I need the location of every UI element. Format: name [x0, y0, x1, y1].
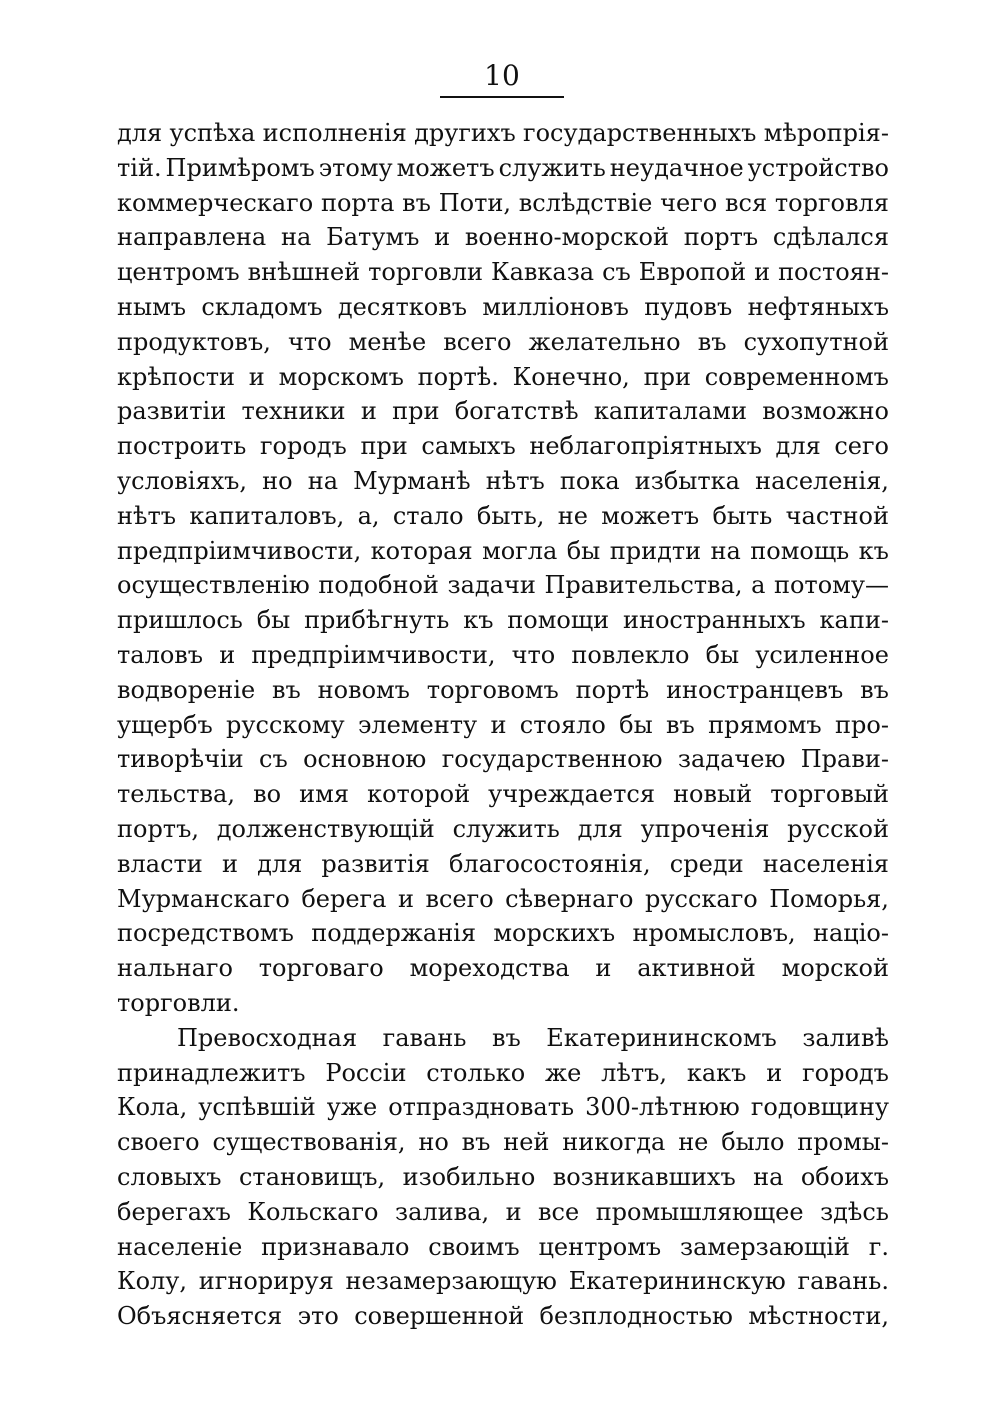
word: при	[392, 397, 440, 426]
word: стало	[392, 501, 464, 530]
word: богатствѣ	[454, 397, 579, 426]
word: портѣ.	[417, 362, 499, 391]
word: коммерческаго	[117, 188, 314, 217]
word: предпріимчивости,	[251, 640, 496, 669]
word: Екатерининскомъ	[546, 1023, 777, 1052]
word: а	[751, 571, 766, 600]
word: неудачное	[609, 153, 744, 182]
word: и	[360, 397, 377, 426]
word: для	[775, 432, 821, 461]
word: нѣтъ	[485, 466, 545, 495]
word: въ	[666, 710, 695, 739]
word: игнорируя	[198, 1267, 334, 1296]
word: капиталовъ,	[189, 501, 345, 530]
word: что	[287, 327, 332, 356]
text-line	[117, 151, 889, 186]
word: и	[219, 640, 236, 669]
word: и	[434, 223, 451, 252]
word: для	[577, 814, 623, 843]
word: гавань	[382, 1023, 467, 1052]
word: вся	[725, 188, 768, 217]
word: не	[557, 501, 588, 530]
word: Россіи	[325, 1058, 407, 1087]
word: незамерзающую	[345, 1267, 557, 1296]
word: мѣстности,	[748, 1302, 889, 1331]
paragraph-2	[117, 1021, 889, 1334]
word: Превосходная	[177, 1023, 358, 1052]
word: таловъ	[117, 640, 204, 669]
word: уже	[326, 1093, 378, 1122]
word: Примѣромъ	[165, 153, 315, 182]
word: сего	[834, 432, 889, 461]
word: было	[721, 1128, 785, 1157]
word: новомъ	[317, 675, 410, 704]
word: бы	[566, 536, 601, 565]
word: и	[221, 849, 238, 878]
word: учреждается	[488, 780, 655, 809]
word: и	[490, 710, 507, 739]
word: гавань.	[797, 1267, 889, 1296]
text-line	[117, 603, 889, 638]
word: Конечно,	[512, 362, 630, 391]
text-line	[117, 673, 889, 708]
word: лѣтъ,	[601, 1058, 668, 1087]
text-line	[117, 290, 889, 325]
word: заливѣ	[802, 1023, 889, 1052]
word: этому	[318, 153, 393, 182]
word: военно-морской	[464, 223, 669, 252]
word: избытка	[634, 466, 740, 495]
word: постоян-	[778, 258, 889, 287]
word: и	[248, 362, 265, 391]
text-line	[117, 882, 889, 917]
word: бы	[705, 640, 740, 669]
text-line	[117, 916, 889, 951]
text-line	[117, 1090, 889, 1125]
word: сухопутной	[743, 327, 889, 356]
word: бы	[256, 606, 291, 635]
word: замерзающій	[680, 1232, 850, 1261]
word: центромъ	[117, 258, 240, 287]
word: построить	[117, 432, 247, 461]
word: бы	[619, 710, 653, 739]
word: крѣпости	[117, 362, 235, 391]
text-line	[117, 534, 889, 569]
text-line	[117, 1160, 889, 1195]
text-line	[117, 1230, 889, 1265]
word: подобной	[318, 571, 439, 600]
word: все	[538, 1197, 580, 1226]
word: торговли	[368, 258, 484, 287]
word: успѣвшій	[198, 1093, 316, 1122]
word: прямомъ	[708, 710, 822, 739]
word: къ	[858, 536, 889, 565]
word: частной	[785, 501, 889, 530]
word: обоихъ	[800, 1162, 889, 1191]
word: складомъ	[201, 292, 323, 321]
word: другихъ	[414, 119, 516, 147]
word: возникавшихъ	[552, 1162, 736, 1191]
text-line	[117, 429, 889, 464]
word: Мурманѣ	[353, 466, 471, 495]
word: при	[360, 432, 408, 461]
word: нѣтъ	[117, 501, 177, 530]
word: усиленное	[755, 640, 889, 669]
word: Объясняется	[117, 1302, 283, 1331]
word: въ	[697, 327, 727, 356]
word: столько	[426, 1058, 526, 1087]
word: на	[753, 1162, 784, 1191]
word: осуществленію	[117, 571, 310, 600]
word: морскихъ	[493, 919, 616, 948]
word: устройство	[747, 153, 889, 182]
word: городъ	[802, 1058, 889, 1087]
word: Колу,	[117, 1267, 188, 1296]
word: задачею	[677, 745, 786, 774]
word: поддержанія	[311, 919, 476, 948]
word: помощи	[507, 606, 610, 635]
text-line	[117, 1195, 889, 1230]
word: городъ	[259, 432, 347, 461]
word: 300-лѣтнюю	[585, 1093, 740, 1122]
text-line	[117, 812, 889, 847]
word: торговаго	[258, 954, 384, 983]
text-line	[117, 325, 889, 360]
word: и	[595, 954, 612, 983]
word: развитіи	[117, 397, 227, 426]
word: внѣшней	[247, 258, 361, 287]
word: Кавказа	[491, 258, 595, 287]
word: русскаго	[645, 884, 758, 913]
word: торговля	[774, 188, 889, 217]
word: десятковъ	[337, 292, 467, 321]
word: успѣха	[169, 119, 256, 147]
word: съ	[602, 258, 631, 287]
word: направлена	[117, 223, 267, 252]
word: принадлежитъ	[117, 1058, 306, 1087]
word: портѣ	[575, 675, 650, 704]
text-line	[117, 1125, 889, 1160]
word: пришлось	[117, 606, 243, 635]
word: это	[297, 1302, 339, 1331]
word: Екатерининскую	[568, 1267, 786, 1296]
text-line	[117, 116, 889, 151]
word: портъ	[683, 223, 759, 252]
word: имя	[299, 780, 349, 809]
word: исполненія	[262, 119, 407, 147]
word: Правительства,	[544, 571, 743, 600]
word: долженствующій	[216, 814, 435, 843]
word: Поти,	[438, 188, 512, 217]
text-line	[117, 360, 889, 395]
text-line	[117, 568, 889, 603]
word: совершенной	[354, 1302, 525, 1331]
word: торговомъ	[426, 675, 559, 704]
word: здѣсь	[820, 1197, 889, 1226]
word: и	[754, 258, 771, 287]
word: а,	[357, 501, 380, 530]
word: отпраздновать	[388, 1093, 575, 1122]
word: капиталами	[593, 397, 747, 426]
word: быть	[712, 501, 773, 530]
word: нальнаго	[117, 954, 233, 983]
text-line	[117, 1264, 889, 1299]
word: въ	[271, 675, 301, 704]
text-line	[117, 777, 889, 812]
word: къ	[463, 606, 494, 635]
word: придти	[609, 536, 702, 565]
word: сдѣлался	[772, 223, 889, 252]
word: Европой	[638, 258, 747, 287]
word: словыхъ	[117, 1162, 222, 1191]
word: мѣропрія-	[763, 119, 889, 147]
word: неблагопріятныхъ	[529, 432, 762, 461]
word: признавало	[261, 1232, 410, 1261]
word: капи-	[819, 606, 889, 635]
word: въ	[461, 1128, 491, 1157]
word: никогда	[562, 1128, 666, 1157]
word: предпріимчивости,	[117, 536, 362, 565]
text-line	[117, 255, 889, 290]
word: пока	[559, 466, 620, 495]
word: водвореніе	[117, 675, 256, 704]
word: залива,	[394, 1197, 490, 1226]
body-text	[117, 116, 889, 1334]
word: Мурманскаго	[117, 884, 290, 913]
word: центромъ	[538, 1232, 662, 1261]
word: населеніе	[117, 1232, 243, 1261]
word: пудовъ	[644, 292, 733, 321]
word: про-	[835, 710, 889, 739]
word: населенія	[762, 849, 889, 878]
word: всего	[425, 884, 494, 913]
word: съ	[259, 745, 288, 774]
word: Батумъ	[326, 223, 420, 252]
word: безплодностью	[539, 1302, 733, 1331]
word: менѣе	[348, 327, 427, 356]
word: но	[262, 466, 293, 495]
word: не	[678, 1128, 709, 1157]
text-line	[117, 986, 889, 1021]
paragraph-1	[117, 116, 889, 1021]
text-line	[117, 220, 889, 255]
word: Кола,	[117, 1093, 188, 1122]
text-line	[117, 1056, 889, 1091]
word: же	[545, 1058, 582, 1087]
word: на	[307, 466, 339, 495]
word: государственныхъ	[523, 119, 757, 147]
word: нромысловъ,	[632, 919, 796, 948]
text-line	[117, 499, 889, 534]
word: нефтяныхъ	[747, 292, 889, 321]
word: Прави-	[800, 745, 889, 774]
word: повлекло	[571, 640, 690, 669]
word: развитія	[321, 849, 430, 878]
word: быть,	[476, 501, 545, 530]
word: помощь	[750, 536, 850, 565]
word: тій.	[117, 153, 162, 182]
word: существованія,	[212, 1128, 406, 1157]
word: и	[766, 1058, 783, 1087]
text-line	[117, 464, 889, 499]
word: промышляющее	[595, 1197, 804, 1226]
word: но	[418, 1128, 449, 1157]
word: при	[643, 362, 691, 391]
word: иностранныхъ	[622, 606, 806, 635]
word: основною	[303, 745, 427, 774]
word: русскому	[226, 710, 345, 739]
word: на	[281, 223, 312, 252]
word: г.	[868, 1232, 889, 1261]
word: изобильно	[402, 1162, 536, 1191]
word: населенія,	[755, 466, 889, 495]
word: портъ,	[117, 814, 199, 843]
word: годовщину	[750, 1093, 889, 1122]
word: прибѣгнуть	[304, 606, 450, 635]
word: самыхъ	[421, 432, 516, 461]
word: тиворѣчіи	[117, 745, 244, 774]
word: берегахъ	[117, 1197, 231, 1226]
word: вслѣдствіе	[518, 188, 653, 217]
word: для	[257, 849, 303, 878]
word: служить	[498, 153, 606, 182]
word: потому—	[773, 571, 889, 600]
word: промы-	[797, 1128, 889, 1157]
word: современномъ	[704, 362, 889, 391]
word: могла	[482, 536, 558, 565]
text-line	[117, 1299, 889, 1334]
word: берега	[301, 884, 387, 913]
word: которой	[367, 780, 471, 809]
word: сѣвернаго	[505, 884, 634, 913]
word: націо-	[812, 919, 889, 948]
word: новый	[673, 780, 753, 809]
text-line	[117, 742, 889, 777]
word: въ	[860, 675, 889, 704]
word: чего	[660, 188, 718, 217]
text-line	[117, 394, 889, 429]
word: техники	[241, 397, 346, 426]
text-line	[117, 638, 889, 673]
text-line	[117, 1021, 889, 1056]
word: въ	[402, 188, 431, 217]
word: и	[505, 1197, 522, 1226]
word: продуктовъ,	[117, 327, 271, 356]
word: Кольскаго	[247, 1197, 379, 1226]
word: во	[253, 780, 282, 809]
word: можетъ	[396, 153, 495, 182]
word: иностранцевъ	[666, 675, 844, 704]
word: среди	[669, 849, 744, 878]
page-number: 10	[484, 59, 520, 92]
word: можетъ	[601, 501, 700, 530]
word: посредствомъ	[117, 919, 294, 948]
word: власти	[117, 849, 203, 878]
word: милліоновъ	[482, 292, 629, 321]
word: для	[117, 119, 163, 147]
text-line	[117, 186, 889, 221]
word: своимъ	[428, 1232, 520, 1261]
word: какъ	[686, 1058, 747, 1087]
word: служить	[452, 814, 560, 843]
word: на	[710, 536, 741, 565]
word: ущербъ	[117, 710, 213, 739]
word: порта	[320, 188, 395, 217]
word: своего	[117, 1128, 200, 1157]
page-number-rule	[440, 96, 564, 98]
word: нымъ	[117, 292, 187, 321]
word: всего	[443, 327, 512, 356]
text-line	[117, 847, 889, 882]
word: мореходства	[409, 954, 570, 983]
word: тельства,	[117, 780, 235, 809]
word: возможно	[762, 397, 889, 426]
word: благосостоянія,	[448, 849, 651, 878]
word: торговый	[770, 780, 889, 809]
word: что	[511, 640, 556, 669]
word: которая	[370, 536, 473, 565]
word: активной	[637, 954, 756, 983]
word: упроченія	[640, 814, 770, 843]
word: въ	[491, 1023, 521, 1052]
word: задачи	[447, 571, 536, 600]
word: торговли.	[117, 988, 240, 1017]
word: и	[397, 884, 414, 913]
text-line	[117, 951, 889, 986]
word: ней	[503, 1128, 550, 1157]
word: элементу	[357, 710, 478, 739]
word: стояло	[519, 710, 606, 739]
word: Поморья,	[769, 884, 889, 913]
word: желательно	[528, 327, 681, 356]
word: русской	[787, 814, 889, 843]
word: становищъ,	[238, 1162, 386, 1191]
word: государственною	[441, 745, 663, 774]
text-line	[117, 708, 889, 743]
word: морскомъ	[278, 362, 404, 391]
word: морской	[781, 954, 889, 983]
word: условіяхъ,	[117, 466, 248, 495]
